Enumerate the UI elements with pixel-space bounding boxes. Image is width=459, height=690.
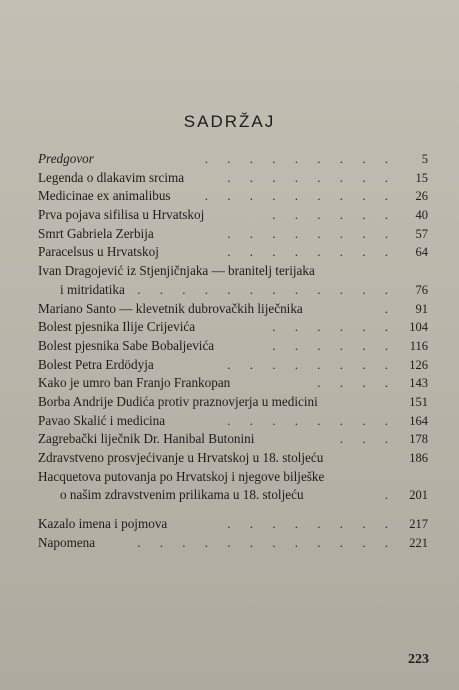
toc-entry xyxy=(38,318,428,337)
toc-entry-page: 64 xyxy=(415,245,428,260)
toc-entry-page: 151 xyxy=(409,394,428,409)
leader-dots: . . . . . . . . xyxy=(227,225,396,241)
leader-dots: . . . . . . xyxy=(272,337,396,353)
toc-entry-page: 76 xyxy=(415,282,428,297)
toc-entry-page: 116 xyxy=(409,338,428,353)
toc-entry xyxy=(38,225,428,244)
toc-entry xyxy=(38,187,428,206)
toc-entry-page: 178 xyxy=(409,432,428,447)
leader-dots: . . . . . . . . xyxy=(227,412,396,428)
leader-dots: . . . . . . xyxy=(272,207,396,223)
toc-entry xyxy=(38,449,428,468)
leader-dots: . xyxy=(384,487,396,503)
toc-entry xyxy=(38,486,428,505)
toc-entry-page: 126 xyxy=(409,357,428,372)
toc-entry-title: i mitridatika xyxy=(60,281,125,297)
toc-entry-title: Prva pojava sifilisa u Hrvatskoj xyxy=(38,207,205,223)
toc-entry-title: Predgovor xyxy=(38,151,94,166)
toc-entry xyxy=(38,393,428,412)
toc-entry-title: Bolest Petra Erdödyja xyxy=(38,356,154,372)
toc-entry-title: Borba Andrije Dudića protiv praznovjerja u medicini xyxy=(38,393,318,409)
toc-entry xyxy=(38,281,428,300)
toc-entry-title: Medicinae ex animalibus xyxy=(38,188,171,204)
toc-entry-title: Legenda o dlakavim srcima xyxy=(38,169,185,185)
toc-entry-page: 221 xyxy=(409,535,428,550)
toc-entry xyxy=(38,468,428,487)
leader-dots: . xyxy=(384,300,396,316)
page-title: SADRŽAJ xyxy=(183,112,276,131)
leader-dots: . . . . . . . . xyxy=(227,169,396,185)
toc-entry xyxy=(38,300,428,319)
leader-dots: . . . . . . . . . xyxy=(204,188,396,204)
toc-entry xyxy=(38,534,428,553)
toc-entry xyxy=(38,169,428,188)
toc-entry xyxy=(38,206,428,225)
leader-dots: . . . . . . . . . . . . xyxy=(137,534,396,550)
leader-dots: . . . . . . . . xyxy=(227,244,396,260)
toc-entry-page: 164 xyxy=(409,413,428,428)
toc-entry-page: 40 xyxy=(415,208,428,223)
toc-entry xyxy=(38,337,428,356)
toc-entry-title: Paracelsus u Hrvatskoj xyxy=(38,244,159,260)
toc-entry xyxy=(38,515,428,534)
toc-entry xyxy=(38,356,428,375)
leader-dots: . . . . xyxy=(317,375,396,391)
toc-entry xyxy=(38,243,428,262)
toc-entry-page: 143 xyxy=(409,376,428,391)
toc-entry-page: 5 xyxy=(421,152,428,166)
leader-dots: . . . . . . . . xyxy=(227,516,396,532)
table-of-contents xyxy=(38,150,428,552)
section-gap xyxy=(38,505,428,515)
toc-entry-page: 57 xyxy=(415,226,428,241)
toc-entry-title: Mariano Santo — klevetnik dubrovačkih liječnika xyxy=(38,300,303,316)
toc-entry-page: 26 xyxy=(415,189,428,204)
toc-entry-page: 91 xyxy=(415,301,428,316)
toc-entry-title: Kako je umro ban Franjo Frankopan xyxy=(38,375,231,391)
toc-entry xyxy=(38,150,428,169)
toc-entry-title: Pavao Skalić i medicina xyxy=(38,412,166,428)
toc-entry-title: Smrt Gabriela Zerbija xyxy=(38,225,154,241)
leader-dots: . . . . . . xyxy=(272,319,396,335)
toc-entry-title: o našim zdravstvenim prilikama u 18. stoljeću xyxy=(60,487,304,503)
toc-entry xyxy=(38,430,428,449)
toc-entry-title: Zdravstveno prosvjećivanje u Hrvatskoj u 18. stoljeću xyxy=(38,450,324,465)
toc-entry-title: Kazalo imena i pojmova xyxy=(38,516,168,532)
toc-entry-title: Ivan Dragojević iz Stjenjičnjaka — branitelj terijaka xyxy=(38,263,315,279)
toc-entry xyxy=(38,262,428,281)
toc-entry-page: 15 xyxy=(415,170,428,185)
toc-entry-page: 217 xyxy=(409,517,428,532)
toc-entry-page: 104 xyxy=(409,320,428,335)
toc-entry-title: Bolest pjesnika Sabe Bobaljevića xyxy=(38,337,215,353)
toc-entry-page: 186 xyxy=(409,451,428,465)
toc-entry-title: Zagrebački liječnik Dr. Hanibal Butonini xyxy=(38,431,255,447)
toc-entry-title: Bolest pjesnika Ilije Crijevića xyxy=(38,319,196,335)
leader-dots: . . . . . . . . . xyxy=(204,151,396,166)
toc-entry xyxy=(38,412,428,431)
toc-entry xyxy=(38,374,428,393)
toc-entry-page: 201 xyxy=(409,488,428,503)
leader-dots: . . . xyxy=(339,431,396,447)
toc-entry-title: Napomena xyxy=(38,534,96,550)
leader-dots: . . . . . . . . xyxy=(227,356,396,372)
leader-dots: . . . . . . . . . . . . xyxy=(137,281,396,297)
toc-entry-title: Hacquetova putovanja po Hrvatskoj i njegove bilješke xyxy=(38,468,325,484)
page-number: 223 xyxy=(408,652,429,667)
